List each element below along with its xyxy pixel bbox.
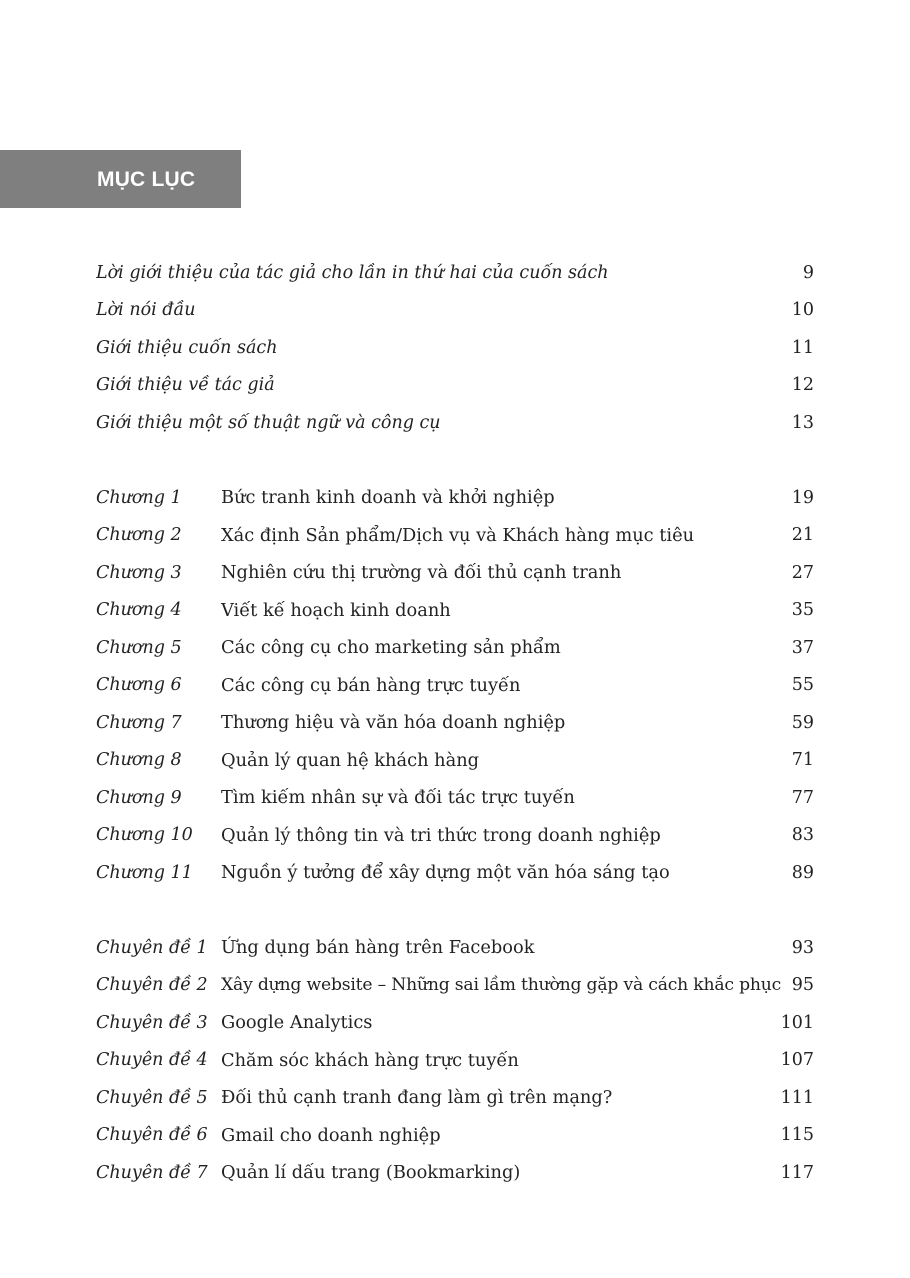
page-number: 95 [791, 975, 814, 996]
chapter-key: Chương 10 [96, 825, 193, 846]
topic-title: Quản lí dấu trang (Bookmarking) [221, 1162, 521, 1184]
topic-title: Google Analytics [221, 1012, 373, 1034]
topic-entry[interactable] [96, 967, 814, 1005]
chapter-key: Chương 7 [96, 712, 182, 733]
topic-entry[interactable] [96, 1117, 814, 1155]
page-number: 77 [791, 787, 814, 808]
page-number: 9 [802, 262, 814, 283]
chapter-key: Chương 3 [96, 562, 182, 583]
entry-title: Giới thiệu một số thuật ngữ và công cụ [96, 412, 441, 433]
page-number: 115 [780, 1125, 814, 1146]
topic-key: Chuyên đề 5 [96, 1087, 208, 1108]
chapter-key: Chương 6 [96, 675, 182, 696]
chapter-entry[interactable] [96, 742, 814, 780]
topic-title: Ứng dụng bán hàng trên Facebook [221, 937, 535, 959]
chapter-title: Nghiên cứu thị trường và đối thủ cạnh tranh [221, 562, 622, 584]
table-of-contents [96, 254, 814, 1192]
toc-entry[interactable] [96, 404, 814, 442]
page-number: 11 [791, 337, 814, 358]
page-title: MỤC LỤC [97, 168, 196, 191]
toc-heading-banner [0, 150, 241, 208]
chapter-key: Chương 2 [96, 525, 182, 546]
topic-entry[interactable] [96, 929, 814, 967]
entry-title: Giới thiệu cuốn sách [96, 337, 278, 358]
page-number: 55 [791, 675, 814, 696]
topic-key: Chuyên đề 7 [96, 1162, 208, 1183]
page-number: 27 [791, 562, 814, 583]
chapter-key: Chương 8 [96, 750, 182, 771]
chapter-entry[interactable] [96, 779, 814, 817]
page-number: 71 [791, 750, 814, 771]
page-number: 117 [780, 1162, 814, 1183]
chapter-entry[interactable] [96, 629, 814, 667]
page-number: 93 [791, 937, 814, 958]
topic-entry[interactable] [96, 1004, 814, 1042]
chapter-title: Các công cụ cho marketing sản phẩm [221, 637, 561, 659]
page-number: 12 [791, 375, 814, 396]
toc-entry[interactable] [96, 254, 814, 292]
chapter-title: Xác định Sản phẩm/Dịch vụ và Khách hàng mục tiêu [221, 524, 695, 546]
page-number: 107 [780, 1050, 814, 1071]
toc-entry[interactable] [96, 292, 814, 330]
topic-title: Xây dựng website – Những sai lầm thường gặp và cách khắc phục [221, 975, 782, 996]
chapter-entry[interactable] [96, 592, 814, 630]
entry-title: Lời nói đầu [96, 300, 196, 321]
entry-title: Giới thiệu về tác giả [96, 375, 275, 396]
chapter-key: Chương 4 [96, 600, 182, 621]
topic-key: Chuyên đề 1 [96, 937, 208, 958]
topic-entry[interactable] [96, 1042, 814, 1080]
chapter-title: Bức tranh kinh doanh và khởi nghiệp [221, 487, 555, 509]
topic-title: Gmail cho doanh nghiệp [221, 1124, 441, 1146]
chapter-title: Quản lý thông tin và tri thức trong doanh nghiệp [221, 824, 661, 846]
front-matter-list [96, 254, 814, 442]
chapter-entry[interactable] [96, 704, 814, 742]
topic-key: Chuyên đề 4 [96, 1050, 208, 1071]
chapter-title: Thương hiệu và văn hóa doanh nghiệp [221, 712, 566, 734]
chapter-key: Chương 11 [96, 862, 193, 883]
chapter-entry[interactable] [96, 667, 814, 705]
page-number: 19 [791, 487, 814, 508]
page-number: 21 [791, 525, 814, 546]
chapter-entry[interactable] [96, 517, 814, 555]
topic-entry[interactable] [96, 1079, 814, 1117]
topic-title: Đối thủ cạnh tranh đang làm gì trên mạng? [221, 1087, 613, 1109]
topic-key: Chuyên đề 2 [96, 975, 208, 996]
page-number: 111 [780, 1087, 814, 1108]
page-number: 13 [791, 412, 814, 433]
topic-title: Chăm sóc khách hàng trực tuyến [221, 1049, 519, 1071]
chapter-entry[interactable] [96, 554, 814, 592]
chapter-title: Nguồn ý tưởng để xây dựng một văn hóa sáng tạo [221, 862, 670, 884]
chapter-title: Các công cụ bán hàng trực tuyến [221, 674, 521, 696]
page-number: 83 [791, 825, 814, 846]
chapter-entry[interactable] [96, 854, 814, 892]
page-number: 89 [791, 862, 814, 883]
topic-list [96, 929, 814, 1192]
page-number: 37 [791, 637, 814, 658]
topic-key: Chuyên đề 6 [96, 1125, 208, 1146]
chapter-key: Chương 9 [96, 787, 182, 808]
page-number: 101 [780, 1012, 814, 1033]
chapter-key: Chương 5 [96, 637, 182, 658]
chapter-entry[interactable] [96, 479, 814, 517]
toc-entry[interactable] [96, 367, 814, 405]
chapter-key: Chương 1 [96, 487, 182, 508]
page-number: 35 [791, 600, 814, 621]
page-number: 59 [791, 712, 814, 733]
page-number: 10 [791, 300, 814, 321]
topic-entry[interactable] [96, 1154, 814, 1192]
toc-entry[interactable] [96, 329, 814, 367]
chapter-list [96, 479, 814, 892]
chapter-title: Quản lý quan hệ khách hàng [221, 749, 480, 771]
topic-key: Chuyên đề 3 [96, 1012, 208, 1033]
chapter-entry[interactable] [96, 817, 814, 855]
entry-title: Lời giới thiệu của tác giả cho lần in thứ hai của cuốn sách [96, 262, 609, 283]
chapter-title: Tìm kiếm nhân sự và đối tác trực tuyến [221, 787, 575, 809]
chapter-title: Viết kế hoạch kinh doanh [221, 599, 451, 621]
